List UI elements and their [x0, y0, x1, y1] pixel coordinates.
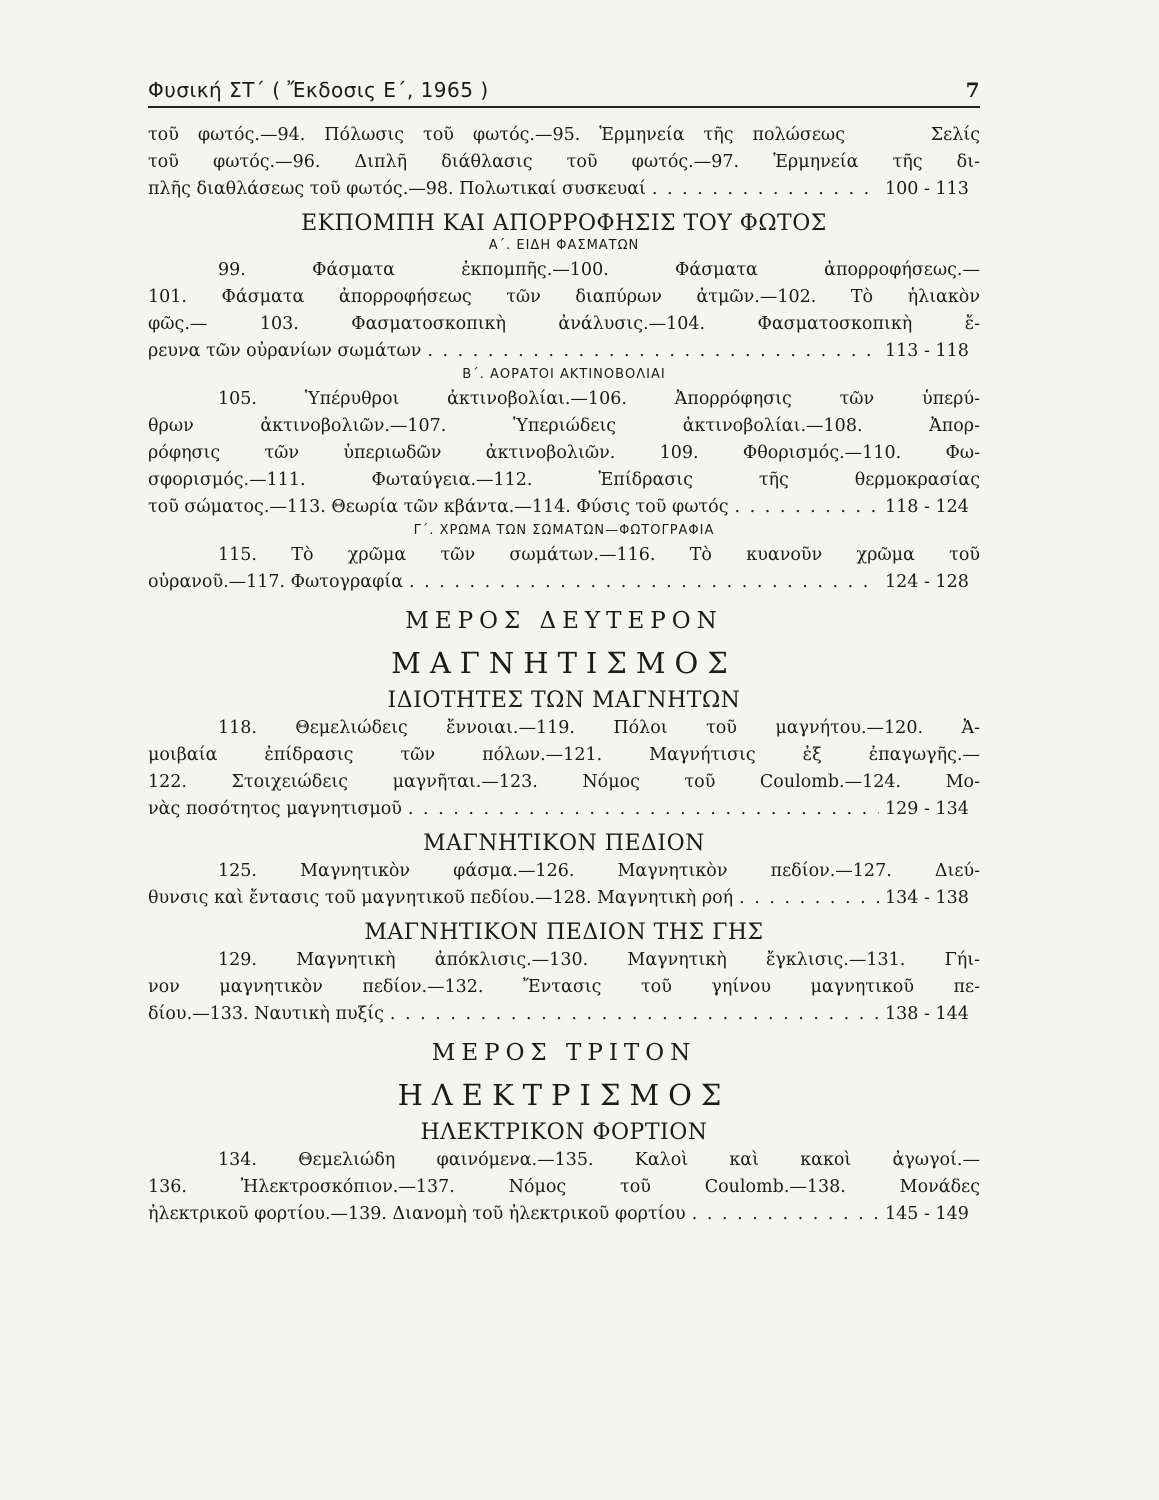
dot-leader — [735, 494, 879, 521]
page-range: 118 - 124 — [885, 497, 969, 517]
entry-line: 105. Ὑπέρυθροι ἀκτινοβολίαι.—106. Ἀπορρόφησις τῶν ὑπερύ- — [218, 389, 980, 409]
toc-entry — [148, 715, 980, 823]
entry-last-line — [148, 569, 980, 596]
entry-line: σφορισμός.—111. Φωταύγεια.—112. Ἐπίδρασις τῆς θερμοκρασίας — [148, 470, 980, 490]
page-range: 100 - 113 — [885, 179, 969, 199]
entry-line: ἠλεκτρικοῦ φορτίου.—139. Διανομὴ τοῦ ἠλεκτρικοῦ φορτίου — [148, 1204, 686, 1224]
section-heading: Γ΄. ΧΡΩΜΑ ΤΩΝ ΣΩΜΑΤΩΝ—ΦΩΤΟΓΡΑΦΙΑ — [413, 523, 715, 538]
entry-line: 118. Θεμελιώδεις ἔννοιαι.—119. Πόλοι τοῦ μαγνήτου.—120. Ἀ- — [218, 718, 980, 738]
entry-last-line — [148, 796, 980, 823]
entry-last-line — [148, 885, 980, 912]
page-range: 138 - 144 — [885, 1004, 969, 1024]
entry-line: 125. Μαγνητικὸν φάσμα.—126. Μαγνητικὸν πεδίον.—127. Διεύ- — [218, 861, 980, 881]
chapter-heading: ΜΑΓΝΗΤΙΚΟΝ ΠΕΔΙΟΝ — [423, 831, 705, 856]
chapter-heading: ΙΔΙΟΤΗΤΕΣ ΤΩΝ ΜΑΓΝΗΤΩΝ — [387, 688, 741, 713]
page-range: 134 - 138 — [885, 888, 969, 908]
dot-leader — [390, 1001, 879, 1028]
page-range: 124 - 128 — [885, 572, 969, 592]
page-number: 7 — [965, 78, 980, 102]
toc-entry — [148, 386, 980, 521]
part-heading: ΜΕΡΟΣ ΤΡΙΤΟΝ — [431, 1040, 697, 1066]
entry-line: ρόφησις τῶν ὑπεριωδῶν ἀκτινοβολιῶν. 109. Φθορισμός.—110. Φω- — [148, 443, 980, 463]
entry-line: θυνσις καὶ ἔντασις τοῦ μαγνητικοῦ πεδίου.—128. Μαγνητικὴ ροή — [148, 888, 734, 908]
section-heading: Β΄. ΑΟΡΑΤΟΙ ΑΚΤΙΝΟΒΟΛΙΑΙ — [462, 367, 666, 382]
chapter-heading: ΕΚΠΟΜΠΗ ΚΑΙ ΑΠΟΡΡΟΦΗΣΙΣ ΤΟΥ ΦΩΤΟΣ — [301, 211, 827, 236]
entry-line: νον μαγνητικὸν πεδίον.—132. Ἔντασις τοῦ γηίνου μαγνητικοῦ πε- — [148, 977, 980, 997]
section-heading: Α΄. ΕΙΔΗ ΦΑΣΜΑΤΩΝ — [488, 238, 640, 253]
entry-line: θρων ἀκτινοβολιῶν.—107. Ὑπεριώδεις ἀκτινοβολίαι.—108. Ἀπορ- — [148, 416, 980, 436]
toc-entry — [148, 1147, 980, 1228]
entry-line: τοῦ φωτός.—96. Διπλῆ διάθλασις τοῦ φωτός.—97. Ἑρμηνεία τῆς δι- — [148, 152, 980, 172]
entry-line: 129. Μαγνητικὴ ἀπόκλισις.—130. Μαγνητικὴ ἔγκλισις.—131. Γήι- — [218, 950, 980, 970]
page-range: 145 - 149 — [885, 1204, 969, 1224]
page-range: 129 - 134 — [885, 799, 969, 819]
dot-leader — [409, 569, 879, 596]
book-title: Φυσική ΣΤ΄ ( Ἔκδοσις Ε΄, 1965 ) — [148, 78, 489, 102]
entry-line: φῶς.— 103. Φασματοσκοπικὴ ἀνάλυσις.—104. Φασματοσκοπικὴ ἔ- — [148, 314, 980, 334]
book-heading: ΜΑΓΝΗΤΙΣΜΟΣ — [391, 646, 737, 680]
entry-line: τοῦ φωτός.—94. Πόλωσις τοῦ φωτός.—95. Ἑρμηνεία τῆς πολώσεως — [148, 125, 845, 145]
entry-last-line — [148, 1201, 980, 1228]
dot-leader — [427, 338, 879, 365]
entry-line: 99. Φάσματα ἐκπομπῆς.—100. Φάσματα ἀπορροφήσεως.— — [218, 260, 980, 280]
page-range: 113 - 118 — [885, 341, 969, 361]
chapter-heading: ΗΛΕΚΤΡΙΚΟΝ ΦΟΡΤΙΟΝ — [420, 1120, 708, 1145]
entry-line: δίου.—133. Ναυτικὴ πυξίς — [148, 1004, 384, 1024]
pages-column-label: Σελίς — [930, 125, 980, 145]
toc-entry — [148, 858, 980, 912]
entry-last-line — [148, 1001, 980, 1028]
chapter-heading: ΜΑΓΝΗΤΙΚΟΝ ΠΕΔΙΟΝ ΤΗΣ ΓΗΣ — [364, 920, 764, 945]
toc-entry — [148, 542, 980, 596]
dot-leader — [739, 885, 879, 912]
entry-line: 101. Φάσματα ἀπορροφήσεως τῶν διαπύρων ἀτμῶν.—102. Τὸ ἡλιακὸν — [148, 287, 980, 307]
entry-last-line — [148, 176, 980, 203]
entry-line: μοιβαία ἐπίδρασις τῶν πόλων.—121. Μαγνήτισις ἐξ ἐπαγωγῆς.— — [148, 745, 980, 765]
toc-page — [148, 70, 980, 1228]
dot-leader — [692, 1201, 879, 1228]
entry-line: πλῆς διαθλάσεως τοῦ φωτός.—98. Πολωτικαί συσκευαί — [148, 179, 646, 199]
toc-entry — [148, 947, 980, 1028]
toc-entry — [148, 122, 980, 203]
entry-line: τοῦ σώματος.—113. Θεωρία τῶν κβάντα.—114. Φύσις τοῦ φωτός — [148, 497, 729, 517]
book-heading: ΗΛΕΚΤΡΙΣΜΟΣ — [397, 1078, 731, 1112]
entry-line: 122. Στοιχειώδεις μαγνῆται.—123. Νόμος τοῦ Coulomb.—124. Μο- — [148, 772, 980, 792]
dot-leader — [408, 796, 879, 823]
entry-line: νὰς ποσότητος μαγνητισμοῦ — [148, 799, 402, 819]
running-head — [148, 70, 980, 102]
entry-last-line — [148, 494, 980, 521]
entry-line: 136. Ἠλεκτροσκόπιον.—137. Νόμος τοῦ Coulomb.—138. Μονάδες — [148, 1177, 980, 1197]
entry-line: 134. Θεμελιώδη φαινόμενα.—135. Καλοὶ καὶ κακοὶ ἀγωγοί.— — [218, 1150, 980, 1170]
part-heading: ΜΕΡΟΣ ΔΕΥΤΕΡΟΝ — [405, 608, 723, 634]
entry-line: οὐρανοῦ.—117. Φωτογραφία — [148, 572, 404, 592]
entry-line: 115. Τὸ χρῶμα τῶν σωμάτων.—116. Τὸ κυανοῦν χρῶμα τοῦ — [218, 545, 980, 565]
header-rule — [148, 106, 980, 108]
toc-entry — [148, 257, 980, 365]
dot-leader — [652, 176, 879, 203]
entry-last-line — [148, 338, 980, 365]
entry-line: ρευνα τῶν οὐρανίων σωμάτων — [148, 341, 422, 361]
